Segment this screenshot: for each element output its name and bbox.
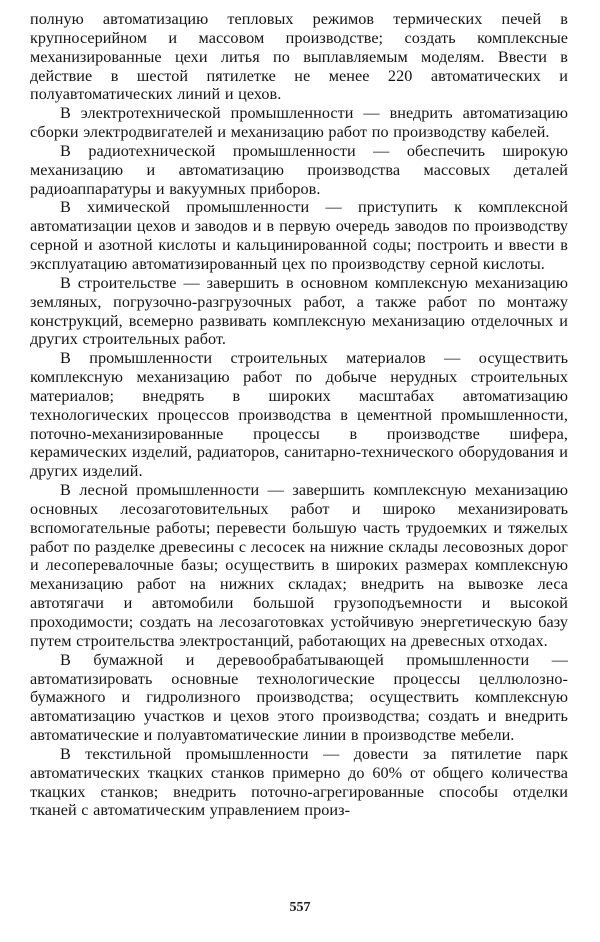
page-number: 557 — [289, 900, 311, 915]
paragraph-radiotechnical-industry: В радиотехнической промышленности — обеспечить широкую механизацию и автоматизацию производства массовых деталей радиоаппаратуры и вакуумных приборов. — [30, 141, 568, 198]
paragraph-paper-woodworking-industry: В бумажной и деревообрабатывающей промышленности — автоматизировать основные технологические процессы целлюлозно-бумажного и гидролизного производства; осуществить комплексную автоматизацию участков и цехов этого производства; создать и внедрить автоматические и полуавтоматические линии в производстве мебели. — [30, 650, 568, 745]
paragraph-building-materials-industry: В промышленности строительных материалов — осуществить комплексную механизацию работ по добыче нерудных строительных материалов; внедрять в широких масштабах автоматизацию технологических процессов производства в цементной промышленности, поточно-механизированные процессы в производстве шифера, керамических изделий, радиаторов, санитарно-технического оборудования и других изделий. — [30, 349, 568, 481]
paragraph-electrotechnical-industry: В электротехнической промышленности — внедрить автоматизацию сборки электродвигателей и механизацию работ по производству кабелей. — [30, 104, 568, 142]
paragraph-continuation: полную автоматизацию тепловых режимов термических печей в крупносерийном и массовом производстве; создать комплексные механизированные цехи литья по выплавляемым моделям. Ввести в действие в шестой пятилетке не менее 220 автоматических и полуавтоматических линий и цехов. — [30, 10, 568, 104]
paragraph-construction: В строительстве — завершить в основном комплексную механизацию земляных, погрузочно-разгрузочных работ, а также работ по монтажу конструкций, всемерно развивать комплексную механизацию отделочных и других строительных работ. — [30, 273, 568, 349]
document-page — [30, 10, 568, 820]
paragraph-chemical-industry: В химической промышленности — приступить к комплексной автоматизации цехов и заводов и в первую очередь заводов по производству серной и азотной кислоты и кальцинированной соды; построить и ввести в эксплуатацию автоматизированный цех по производству серной кислоты. — [30, 198, 568, 273]
paragraph-forestry-industry: В лесной промышленности — завершить комплексную механизацию основных лесозаготовительных работ и широко механизировать вспомогательные работы; перевести большую часть трудоемких и тяжелых работ по разделке древесины с лесосек на нижние склады лесовозных дорог и лесоперевалочные базы; осуществить в широких размерах комплексную механизацию работ на нижних складах; внедрить на вывозке леса автотягачи и автомобили большой грузоподъемности и высокой проходимости; создать на лесозаготовках устойчивую энергетическую базу путем строительства электростанций, работающих на древесных отходах. — [30, 481, 568, 650]
paragraph-textile-industry: В текстильной промышленности — довести за пятилетие парк автоматических ткацких станков примерно до 60% от общего количества ткацких станков; внедрить поточно-агрегированные способы отделки тканей с автоматическим управлением произ- — [30, 744, 568, 820]
